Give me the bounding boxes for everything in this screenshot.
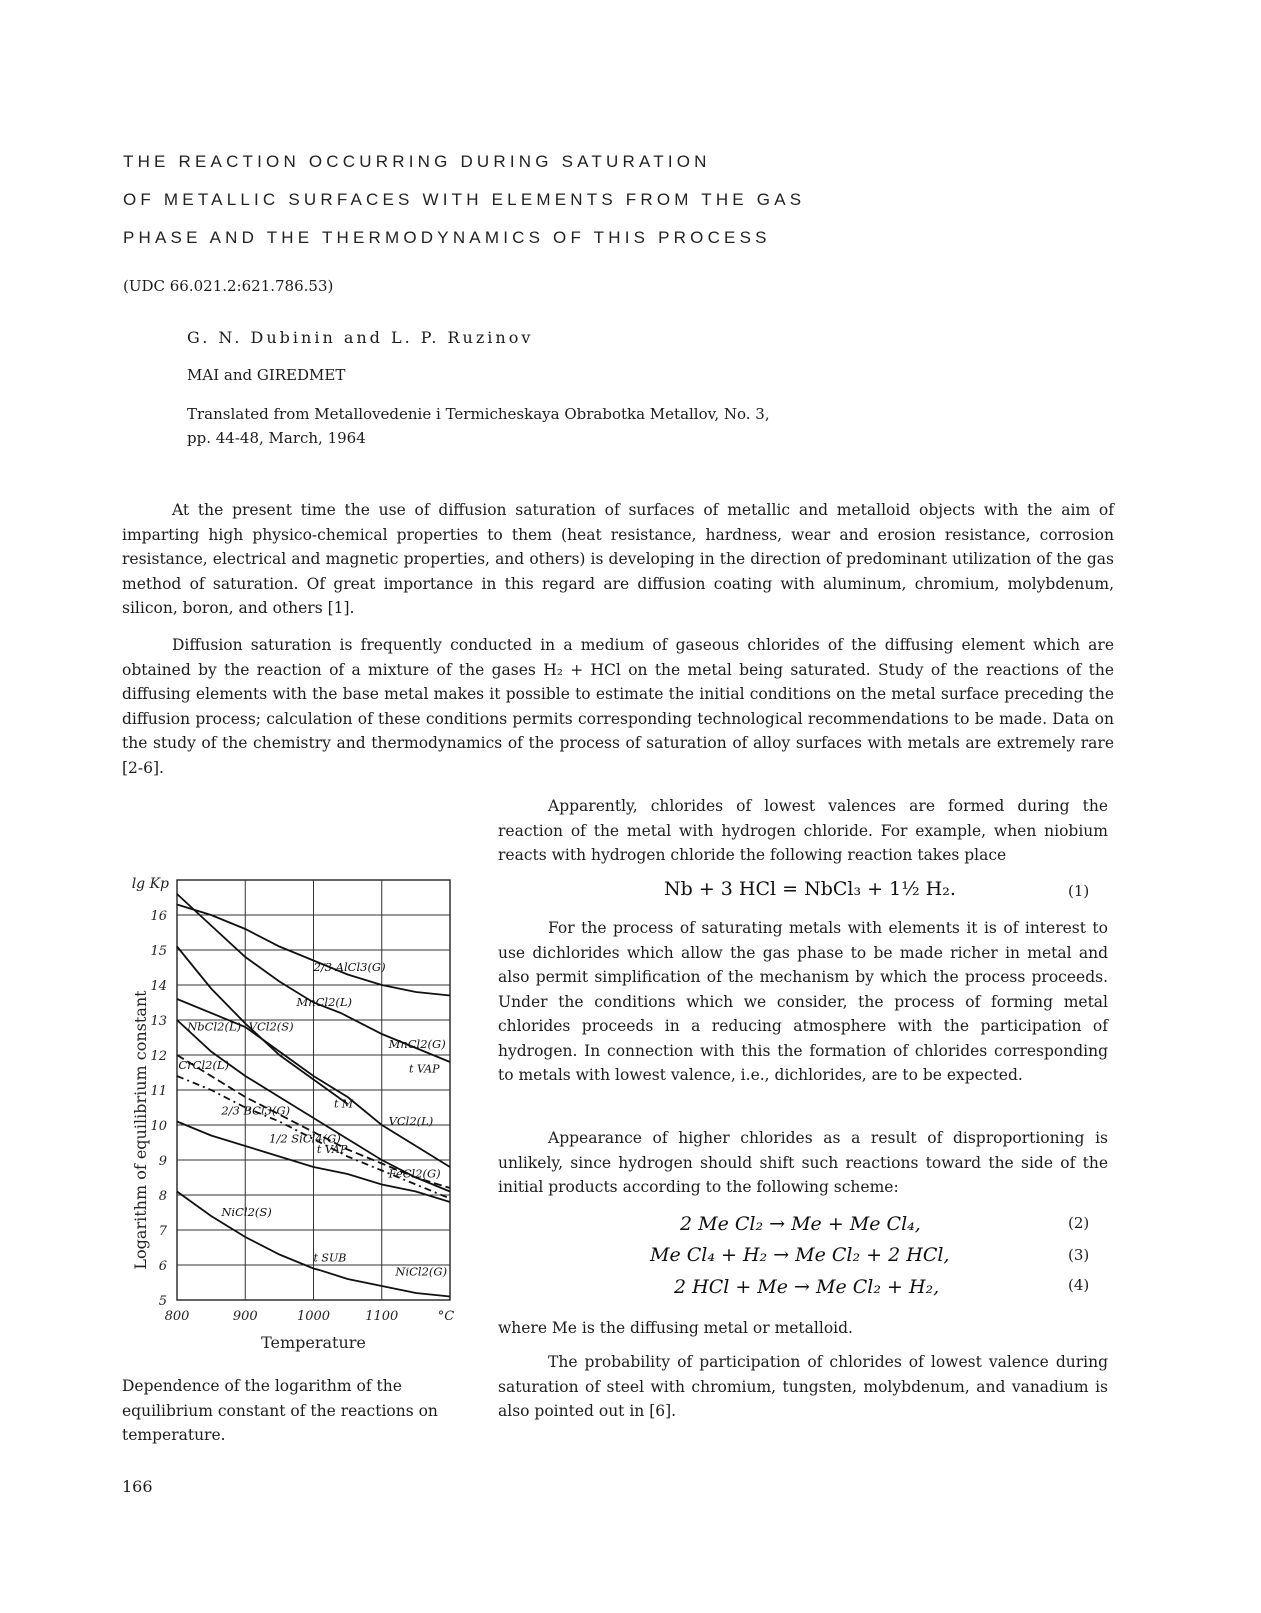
equation-3: Me Cl₄ + H₂ → Me Cl₂ + 2 HCl, bbox=[650, 1244, 950, 1266]
series-label: MnCl2(L) bbox=[296, 995, 353, 1009]
series-label: 2/3 AlCl3(G) bbox=[313, 960, 386, 974]
y-tick-label: 16 bbox=[150, 909, 167, 924]
series-label: CrCl2(L) bbox=[178, 1058, 230, 1072]
y-tick-label: 13 bbox=[150, 1014, 167, 1029]
series-label: NbCl2(L) bbox=[187, 1019, 242, 1034]
title-line-1: THE REACTION OCCURRING DURING SATURATION bbox=[123, 152, 711, 171]
x-axis-label: Temperature bbox=[261, 1333, 366, 1352]
transition-annotation: t VAP bbox=[316, 1143, 348, 1156]
series-label: NiCl2(G) bbox=[395, 1264, 448, 1279]
series-label: 2/3 BCl3(G) bbox=[221, 1103, 291, 1118]
x-tick-label: 800 bbox=[164, 1309, 190, 1324]
paragraph-where-me: where Me is the diffusing metal or metalloid. bbox=[498, 1319, 853, 1337]
equation-4-number: (4) bbox=[1068, 1276, 1090, 1294]
transition-annotation: t M bbox=[333, 1097, 354, 1111]
y-axis-label: Logarithm of equilibrium constant bbox=[131, 990, 150, 1270]
figure-caption: Dependence of the logarithm of the equilibrium constant of the reactions on temperature. bbox=[122, 1377, 438, 1444]
series-line bbox=[177, 999, 348, 1097]
title-line-2: OF METALLIC SURFACES WITH ELEMENTS FROM THE GAS bbox=[123, 190, 806, 209]
equation-2-number: (2) bbox=[1068, 1214, 1090, 1232]
series-label: NiCl2(S) bbox=[221, 1205, 272, 1219]
series-line bbox=[177, 1192, 320, 1271]
paragraph-higher-chlorides: Appearance of higher chlorides as a result of disproportioning is unlikely, since hydrogen should shift such reactions toward the side of the initial products according to the following scheme: bbox=[498, 1129, 1108, 1196]
x-tick-label: 900 bbox=[232, 1309, 258, 1324]
series-label: 1/2 SiCl4(G) bbox=[269, 1131, 341, 1146]
equation-3-number: (3) bbox=[1068, 1246, 1090, 1264]
y-tick-label: 15 bbox=[150, 944, 167, 959]
equation-4: 2 HCl + Me → Me Cl₂ + H₂, bbox=[674, 1276, 940, 1298]
equation-1: Nb + 3 HCl = NbCl₃ + 1½ H₂. bbox=[664, 878, 956, 900]
paragraph-lowest-valences: Apparently, chlorides of lowest valences are formed during the reaction of the metal with hydrogen chloride. For example, when niobium reacts with hydrogen chloride the following reaction takes place bbox=[498, 797, 1108, 864]
translation-note bbox=[187, 402, 770, 450]
paragraph-probability: The probability of participation of chlorides of lowest valence during saturation of steel with chromium, tungsten, molybdenum, and vanadium is also pointed out in [6]. bbox=[498, 1353, 1108, 1420]
paragraph-dichlorides: For the process of saturating metals with elements it is of interest to use dichlorides which allow the gas phase to be made richer in metal and also permit simplification of the mechanism by which the process proceeds. Under the conditions which we consider, the process of forming metal chlorides proceeds in a reducing atmosphere with the participation of hydrogen. In connection with this the formation of chlorides corresponding to metals with lowest valence, i.e., dichlorides, are to be expected. bbox=[498, 919, 1108, 1084]
y-tick-label: 7 bbox=[158, 1224, 167, 1239]
authors: G. N. Dubinin and L. P. Ruzinov bbox=[187, 328, 534, 347]
series-label: MnCl2(G) bbox=[388, 1037, 446, 1051]
title-line-3: PHASE AND THE THERMODYNAMICS OF THIS PROCESS bbox=[123, 228, 771, 247]
translation-line-2: pp. 44-48, March, 1964 bbox=[187, 429, 366, 447]
series-label: VCl2(S) bbox=[248, 1019, 294, 1034]
y-tick-label: 8 bbox=[158, 1189, 167, 1204]
y-tick-label: 12 bbox=[150, 1049, 167, 1064]
equilibrium-constant-chart bbox=[120, 868, 470, 1358]
series-line bbox=[348, 1097, 450, 1167]
x-tick-label: 1000 bbox=[296, 1309, 331, 1324]
udc-code: (UDC 66.021.2:621.786.53) bbox=[123, 277, 334, 295]
equation-2: 2 Me Cl₂ → Me + Me Cl₄, bbox=[680, 1213, 921, 1235]
x-tick-label: 1100 bbox=[365, 1309, 399, 1324]
y-tick-label: 9 bbox=[158, 1154, 167, 1169]
affiliation: MAI and GIREDMET bbox=[187, 366, 346, 384]
series-label: VCl2(L) bbox=[388, 1114, 434, 1128]
equation-1-number: (1) bbox=[1068, 882, 1090, 900]
paragraph-diffusion: Diffusion saturation is frequently conducted in a medium of gaseous chlorides of the diffusing element which are obtained by the reaction of a mixture of the gases H₂ + HCl on the metal being saturated. Study of the reactions of the diffusing elements with the base metal makes it possible to estimate the initial conditions on the metal surface preceding the diffusion process; calculation of these conditions permits corresponding technological recommendations to be made. Data on the study of the chemistry and thermodynamics of the process of saturation of alloy surfaces with metals are extremely rare [2-6]. bbox=[122, 636, 1114, 777]
paragraph-intro: At the present time the use of diffusion saturation of surfaces of metallic and metalloid objects with the aim of imparting high physico-chemical properties to them (heat resistance, hardness, wear and erosion resistance, corrosion resistance, electrical and magnetic properties, and others) is developing in the direction of predominant utilization of the gas method of saturation. Of great importance in this regard are diffusion coating with aluminum, chromium, molybdenum, silicon, boron, and others [1]. bbox=[122, 501, 1114, 617]
y-tick-label: 10 bbox=[150, 1119, 167, 1134]
page-number: 166 bbox=[122, 1477, 153, 1496]
y-tick-label: 5 bbox=[158, 1294, 167, 1309]
series-label: FeCl2(G) bbox=[388, 1166, 441, 1181]
translation-line-1: Translated from Metallovedenie i Termicheskaya Obrabotka Metallov, No. 3, bbox=[187, 405, 770, 423]
x-unit-label: °C bbox=[437, 1309, 455, 1324]
y-tick-label: 6 bbox=[158, 1259, 167, 1274]
y-tick-label: 14 bbox=[150, 979, 167, 994]
y-axis-short-label: lg Kp bbox=[131, 876, 169, 892]
transition-annotation: t VAP bbox=[409, 1062, 440, 1076]
y-tick-label: 11 bbox=[150, 1084, 167, 1099]
transition-annotation: t SUB bbox=[313, 1251, 347, 1265]
